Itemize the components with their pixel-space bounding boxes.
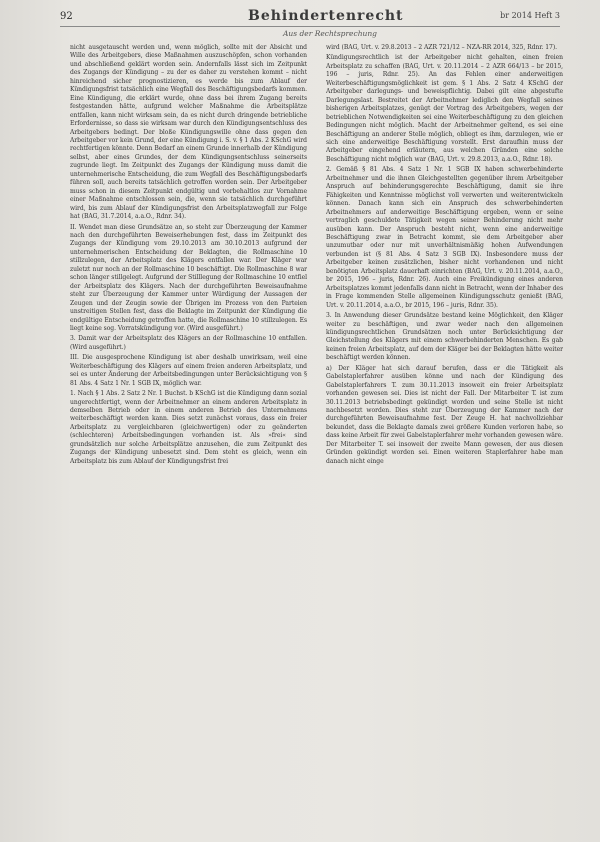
paragraph: a) Der Kläger hat sich darauf berufen, dass er die Tätigkeit als Gabelstaplerfahrer ausüben könne und nach der Kündigung des Gabelstaplerfahrers T. zum 30.11.2013 insoweit ein freier Arbeitsplatz vorhanden gewesen sei. Dies ist nicht der Fall. Der Mitarbeiter T. ist zum 30.11.2013 betriebsbedingt gekündigt worden und seine Stelle ist nicht nachbesetzt worden. Dies steht zur Überzeugung der Kammer nach der durchgeführten Beweisaufnahme fest. Der Zeuge H. hat nachvollziehbar bekundet, dass die Beklagte damals zwei größere Kunden verloren habe, so dass keine Arbeit für zwei Gabelstaplerfahrer mehr vorhanden gewesen wäre. Der Mitarbeiter T. sei insoweit der zweite Mann gewesen, der aus diesen Gründen gekündigt worden sei. Einen weiteren Staplerfahrer habe man danach nicht einge (326, 364, 563, 465)
paragraph: III. Die ausgesprochene Kündigung ist aber deshalb unwirksam, weil eine Weiterbeschäftigung des Klägers auf einem freien anderen Arbeitsplatz, und sei es unter Änderung der Arbeitsbedingungen unter Berücksichtigung von § 81 Abs. 4 Satz 1 Nr. 1 SGB IX, möglich war. (70, 354, 307, 387)
paragraph: II. Wendet man diese Grundsätze an, so steht zur Überzeugung der Kammer nach den durchgeführten Beweiserhebungen fest, dass im Zeitpunkt des Zugangs der Kündigung vom 29.10.2013 am 30.10.2013 aufgrund der unternehmerischen Entscheidung der Beklagten, die Rollmaschine 10 stillzulegen, der Arbeitsplatz des Klägers entfallen war. Der Kläger war zuletzt nur noch an der Rollmaschine 10 beschäftigt. Die Rollmaschine 8 war schon länger stillgelegt. Aufgrund der Stilllegung der Rollmaschine 10 entfiel der Arbeitsplatz des Klägers. Nach der durchgeführten Beweisaufnahme steht zur Überzeugung der Kammer unter Würdigung der Aussagen der Zeugen und der Zeugin sowie der Übrigen im Prozess von den Parteien unstreitigen Stellen fest, dass die Beklagte im Zeitpunkt der Kündigung die endgültige Entscheidung getroffen hatte, die Rollmaschine 10 stillzulegen. Es liegt keine sog. Vorratskündigung vor. (Wird ausgeführt.) (70, 223, 307, 332)
left-column (70, 44, 307, 832)
page-header (60, 8, 560, 27)
paragraph: Kündigungsrechtlich ist der Arbeitgeber nicht gehalten, einen freien Arbeitsplatz zu schaffen (BAG, Urt. v. 20.11.2014 – 2 AZR 664/13 – br 2015, 196 – juris, Rdnr. 25). An das Fehlen einer anderweitigen Weiterbeschäftigungsmöglichkeit ist gem. § 1 Abs. 2 Satz 4 KSchG der Arbeitgeber darlegungs- und beweispflichtig. Dabei gilt eine abgestufte Darlegungslast. Bestreitet der Arbeitnehmer lediglich den Wegfall seines bisherigen Arbeitsplatzes, genügt der Vortrag des Arbeitgebers, wegen der betrieblichen Notwendigkeiten sei eine Weiterbeschäftigung zu den gleichen Bedingungen nicht möglich. Macht der Arbeitnehmer geltend, es sei eine Beschäftigung an anderer Stelle möglich, obliegt es ihm, darzulegen, wie er sich eine anderweitige Beschäftigung vorstellt. Erst daraufhin muss der Arbeitgeber eingehend erläutern, aus welchen Gründen eine solche Beschäftigung nicht möglich war (BAG, Urt. v. 29.8.2013, a.a.O., Rdnr. 18). (326, 54, 563, 163)
paragraph: 3. In Anwendung dieser Grundsätze bestand keine Möglichkeit, den Kläger weiter zu beschäftigen, und zwar weder nach den allgemeinen kündigungsrechtlichen Grundsätzen noch unter Berücksichtigung der Gleichstellung des Klägers mit einem schwerbehinderten Menschen. Es gab keinen freien Arbeitsplatz, auf dem der Kläger bei der Beklagten hätte weiter beschäftigt werden können. (326, 312, 563, 362)
paragraph: nicht ausgetauscht werden und, wenn möglich, sollte mit der Absicht und Wille des Arbeitgebers, diese Maßnahmen auszuschöpfen, schon vorhanden und abschließend geklärt worden sein. Andernfalls lässt sich im Zeitpunkt des Zugangs der Kündigung – zu der es daher zu verstehen kommt – nicht hinreichend sicher prognostizieren, es werde bis zum Ablauf der Kündigungsfrist tatsächlich eine Wegfall des Beschäftigungsbedarfs kommen. Eine Kündigung, die erklärt wurde, ohne dass bei ihrem Zugang bereits festgestanden hätte, aufgrund welcher Maßnahme die Arbeitsplätze entfallen, kann nicht wirksam sein, da es nicht durch dringende betriebliche Erfordernisse, so dass sie wirksam war durch den Kündigungsentschluss des Arbeitgebers bedingt. Der bloße Kündigungswille ohne dass gegen den Arbeitgeber vor kein Grund, der eine Kündigung i. S. v. § 1 Abs. 2 KSchG wird rechtfertigen könnte. Denn Bedarf an einem Grunde innerhalb der Kündigung selbst, aber eines Grundes, der dem Kündigungsentschluss seinerseits zugrunde liegt. Im Zeitpunkt des Zugangs der Kündigung muss damit die unternehmerische Entscheidung, die zum Wegfall des Beschäftigungsbedarfs führen soll, auch bereits tatsächlich getroffen worden sein. Der Arbeitgeber muss schon in diesem Zeitpunkt endgültig und vorbehaltlos zur Vornahme einer Maßnahme entschlossen sein, die, wenn sie tatsächlich durchgeführt wird, bis zum Ablauf der Kündigungsfrist den Arbeitsplatzwegfall zur Folge hat (BAG, 31.7.2014, a.a.O., Rdnr. 34). (70, 44, 307, 221)
right-column (326, 44, 563, 832)
paragraph: 2. Gemäß § 81 Abs. 4 Satz 1 Nr. 1 SGB IX haben schwerbehinderte Arbeitnehmer und die ihnen Gleichgestellten gegenüber ihrem Arbeitgeber Anspruch auf behinderungsgerechte Beschäftigung, damit sie ihre Fähigkeiten und Kenntnisse möglichst voll verwerten und weiterentwickeln können. Danach kann sich ein Anspruch des schwerbehinderten Arbeitnehmers auf anderweitige Beschäftigung ergeben, wenn er seine vertraglich geschuldete Tätigkeit wegen seiner Behinderung nicht mehr ausüben kann. Der Anspruch besteht nicht, wenn eine anderweitige Beschäftigung zwar in Betracht kommt, sie dem Arbeitgeber aber unzumutbar oder nur mit unverhältnismäßig hohen Aufwendungen verbunden ist (§ 81 Abs. 4 Satz 3 SGB IX). Insbesondere muss der Arbeitgeber keinen zusätzlichen, bisher nicht vorhandenen und nicht benötigten Arbeitsplatz dauerhaft einrichten (BAG, Urt. v. 20.11.2014, a.a.O., br 2015, 196 – juris, Rdnr. 26). Auch eine Freikündigung eines anderen Arbeitsplatzes kommt jedenfalls dann nicht in Betracht, wenn der Inhaber des in Frage kommenden Stelle allgemeinen Kündigungsschutz genießt (BAG, Urt. v. 20.11.2014, a.a.O., br 2015, 196 – juris, Rdnr. 35). (326, 166, 563, 309)
issue-label: br 2014 Heft 3 (500, 11, 560, 20)
paragraph: 1. Nach § 1 Abs. 2 Satz 2 Nr. 1 Buchst. b KSchG ist die Kündigung dann sozial ungerechtfertigt, wenn der Arbeitnehmer an einem anderen Arbeitsplatz in demselben Betrieb oder in einem anderen Betrieb des Unternehmens weiterbeschäftigt werden kann. Dies setzt zunächst voraus, dass ein freier Arbeitsplatz zu vergleichbaren (gleichwertigen) oder zu geänderten (schlechteren) Arbeitsbedingungen vorhanden ist. Als »frei« sind grundsätzlich nur solche Arbeitsplätze anzusehen, die zum Zeitpunkt des Zugangs der Kündigung unbesetzt sind. Dem steht es gleich, wenn ein Arbeitsplatz bis zum Ablauf der Kündigungsfrist frei (70, 390, 307, 465)
section-heading: Aus der Rechtsprechung (283, 29, 377, 38)
paragraph: 3. Damit war der Arbeitsplatz des Klägers an der Rollmaschine 10 entfallen. (Wird ausgeführt.) (70, 335, 307, 351)
journal-title: Behindertenrecht (248, 8, 404, 24)
page-number: 92 (60, 11, 73, 22)
paragraph: wird (BAG, Urt. v. 29.8.2013 – 2 AZR 721/12 – NZA-RR 2014, 325, Rdnr. 17). (326, 44, 558, 51)
